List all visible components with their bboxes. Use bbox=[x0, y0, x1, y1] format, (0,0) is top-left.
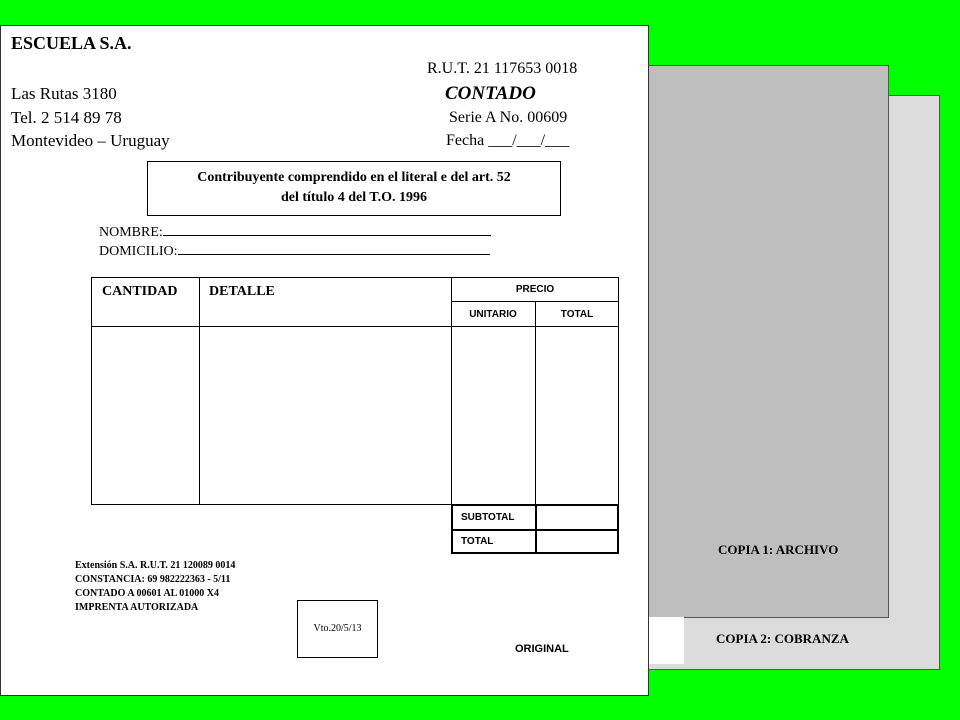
phone: Tel. 2 514 89 78 bbox=[11, 108, 122, 127]
col-total: TOTAL bbox=[560, 309, 594, 320]
address: Las Rutas 3180 bbox=[11, 84, 117, 103]
serie-number: Serie A No. 00609 bbox=[449, 109, 568, 126]
tax-notice-line2: del título 4 del T.O. 1996 bbox=[280, 190, 428, 205]
copy1-sheet bbox=[610, 65, 889, 618]
col-divider-1 bbox=[199, 278, 200, 504]
col-divider-3 bbox=[535, 301, 536, 504]
date-field[interactable]: Fecha ___/___/___ bbox=[446, 132, 570, 149]
expiry-box: Vto.20/5/13 bbox=[297, 600, 378, 658]
col-cantidad: CANTIDAD bbox=[102, 284, 178, 299]
col-precio: PRECIO bbox=[515, 284, 555, 295]
printer-line1: Extensión S.A. R.U.T. 21 120089 0014 bbox=[75, 560, 236, 571]
original-invoice bbox=[0, 25, 649, 696]
nombre-line[interactable] bbox=[163, 223, 491, 236]
subtotal-label: SUBTOTAL bbox=[461, 512, 515, 523]
tax-notice-box bbox=[147, 161, 561, 216]
printer-line3: CONTADO A 00601 AL 01000 X4 bbox=[75, 588, 219, 599]
domicilio-field[interactable] bbox=[99, 242, 490, 260]
items-table bbox=[91, 277, 619, 505]
rut: R.U.T. 21 117653 0018 bbox=[427, 60, 578, 77]
company-name: ESCUELA S.A. bbox=[11, 33, 132, 53]
copy1-label: COPIA 1: ARCHIVO bbox=[718, 542, 839, 557]
total-label: TOTAL bbox=[461, 536, 494, 547]
col-detalle: DETALLE bbox=[209, 284, 275, 299]
col-unitario: UNITARIO bbox=[469, 309, 517, 320]
copy2-label: COPIA 2: COBRANZA bbox=[716, 631, 849, 646]
nombre-field[interactable] bbox=[99, 223, 491, 241]
printer-line4: IMPRENTA AUTORIZADA bbox=[75, 602, 199, 613]
city: Montevideo – Uruguay bbox=[11, 131, 170, 150]
domicilio-label: DOMICILIO: bbox=[99, 244, 178, 259]
domicilio-line[interactable] bbox=[178, 242, 490, 255]
totals-col-divider bbox=[535, 506, 537, 552]
printer-line2: CONSTANCIA: 69 982222363 - 5/11 bbox=[75, 574, 231, 585]
nombre-label: NOMBRE: bbox=[99, 225, 163, 240]
tax-notice-line1: Contribuyente comprendido en el literal e del art. 52 bbox=[197, 170, 511, 185]
totals-box bbox=[451, 504, 619, 554]
header-divider bbox=[92, 326, 618, 327]
original-label: ORIGINAL bbox=[515, 643, 569, 655]
printer-info bbox=[75, 559, 335, 615]
sale-type: CONTADO bbox=[445, 83, 536, 104]
